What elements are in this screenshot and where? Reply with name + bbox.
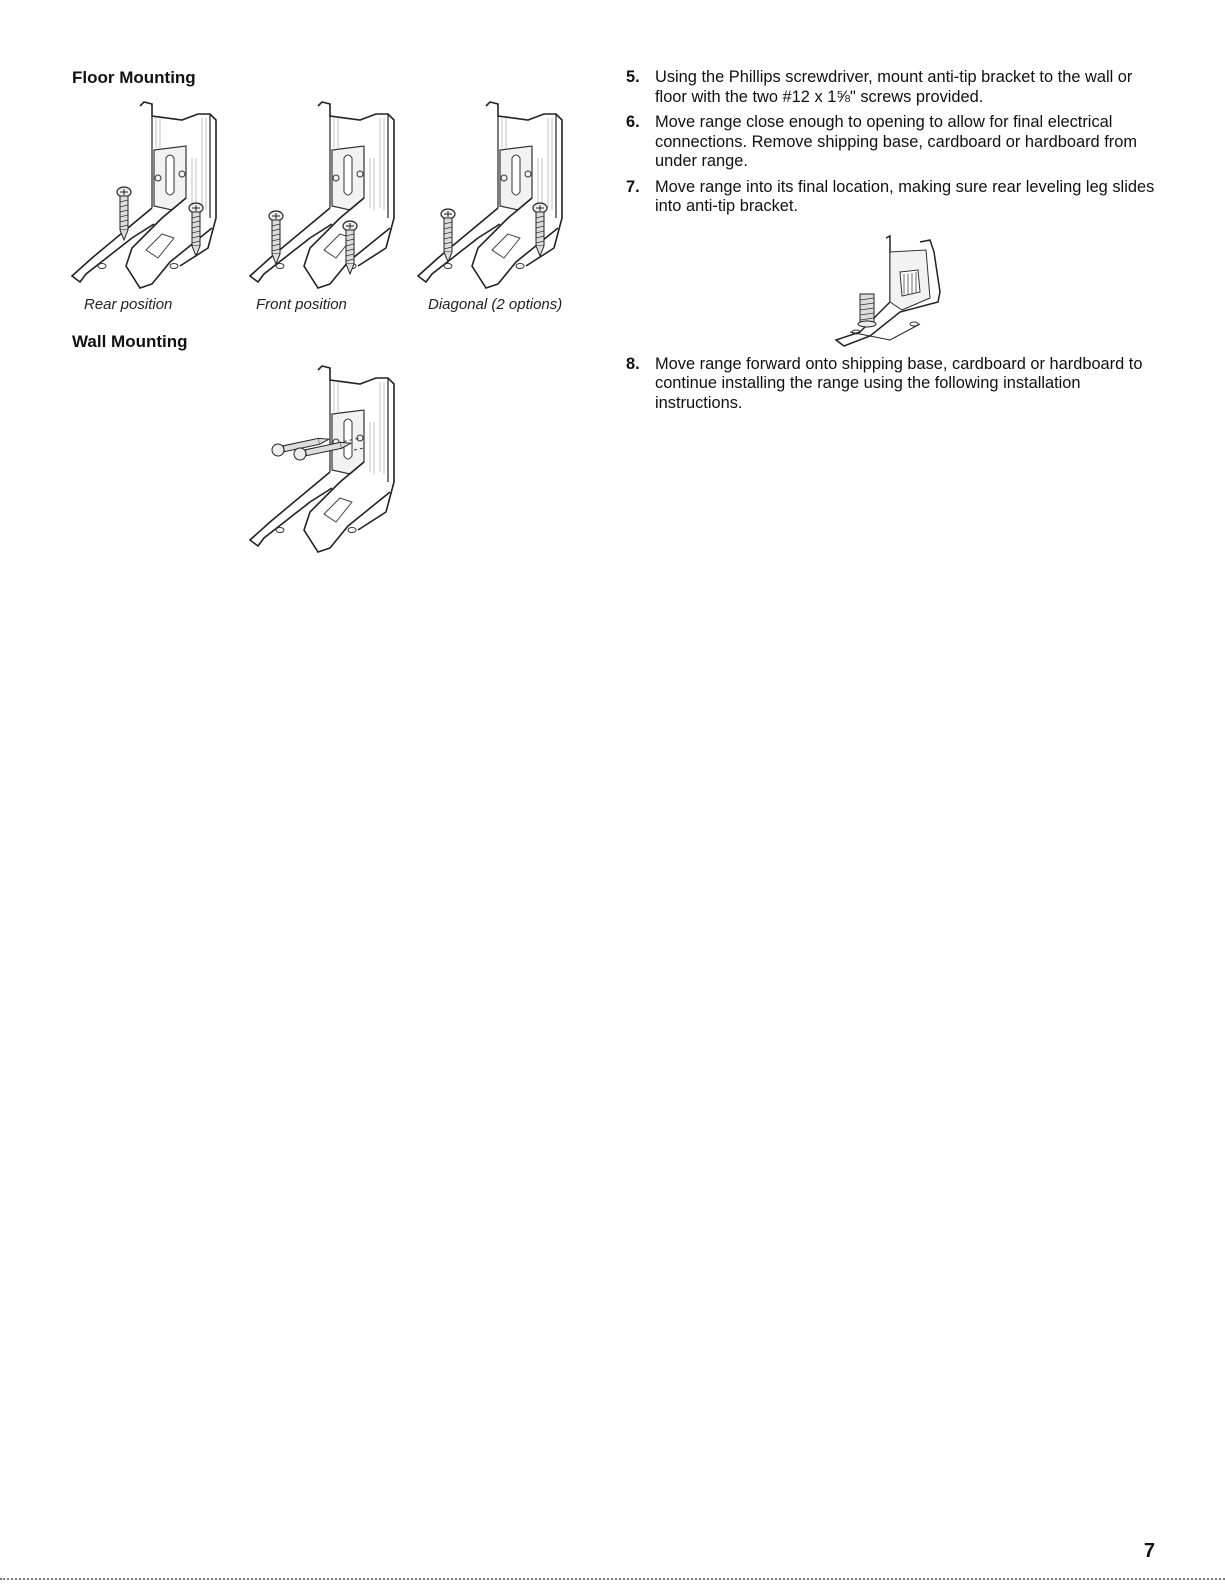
page-number: 7	[1143, 1540, 1155, 1562]
step-number: 6.	[626, 113, 640, 131]
step-text: Using the Phillips screwdriver, mount anti-tip bracket to the wall or floor with the two #12 x 1⅝" screws provided.	[655, 68, 1133, 106]
floor-mounting-heading: Floor Mounting	[72, 68, 196, 87]
caption-rear-position: Rear position	[84, 296, 173, 313]
step-text: Move range into its final location, making sure rear leveling leg slides into anti-tip bracket.	[655, 177, 1155, 215]
step-text: Move range forward onto shipping base, cardboard or hardboard to continue installing the range using the following installation instructions.	[655, 354, 1143, 412]
bracket-diagonal-figure	[408, 98, 588, 293]
step-8	[626, 355, 1156, 414]
step-text: Move range close enough to opening to allow for final electrical connections. Remove shipping base, cardboard or hardboard from under range.	[655, 113, 1137, 170]
bracket-rear-position-figure	[62, 98, 242, 293]
step-7	[626, 178, 1156, 217]
caption-front-position: Front position	[256, 296, 347, 313]
wall-mounting-heading: Wall Mounting	[72, 332, 188, 351]
step-number: 7.	[626, 177, 640, 196]
step-number: 8.	[626, 354, 640, 373]
step-number: 5.	[626, 68, 640, 86]
step-6	[626, 113, 1156, 172]
bracket-wall-mounting-figure	[240, 362, 420, 557]
step-5	[626, 68, 1156, 107]
caption-diagonal: Diagonal (2 options)	[428, 296, 563, 313]
page-bottom-rule	[0, 1578, 1225, 1580]
bracket-front-position-figure	[240, 98, 420, 293]
bracket-with-leveling-leg-figure	[830, 232, 950, 362]
